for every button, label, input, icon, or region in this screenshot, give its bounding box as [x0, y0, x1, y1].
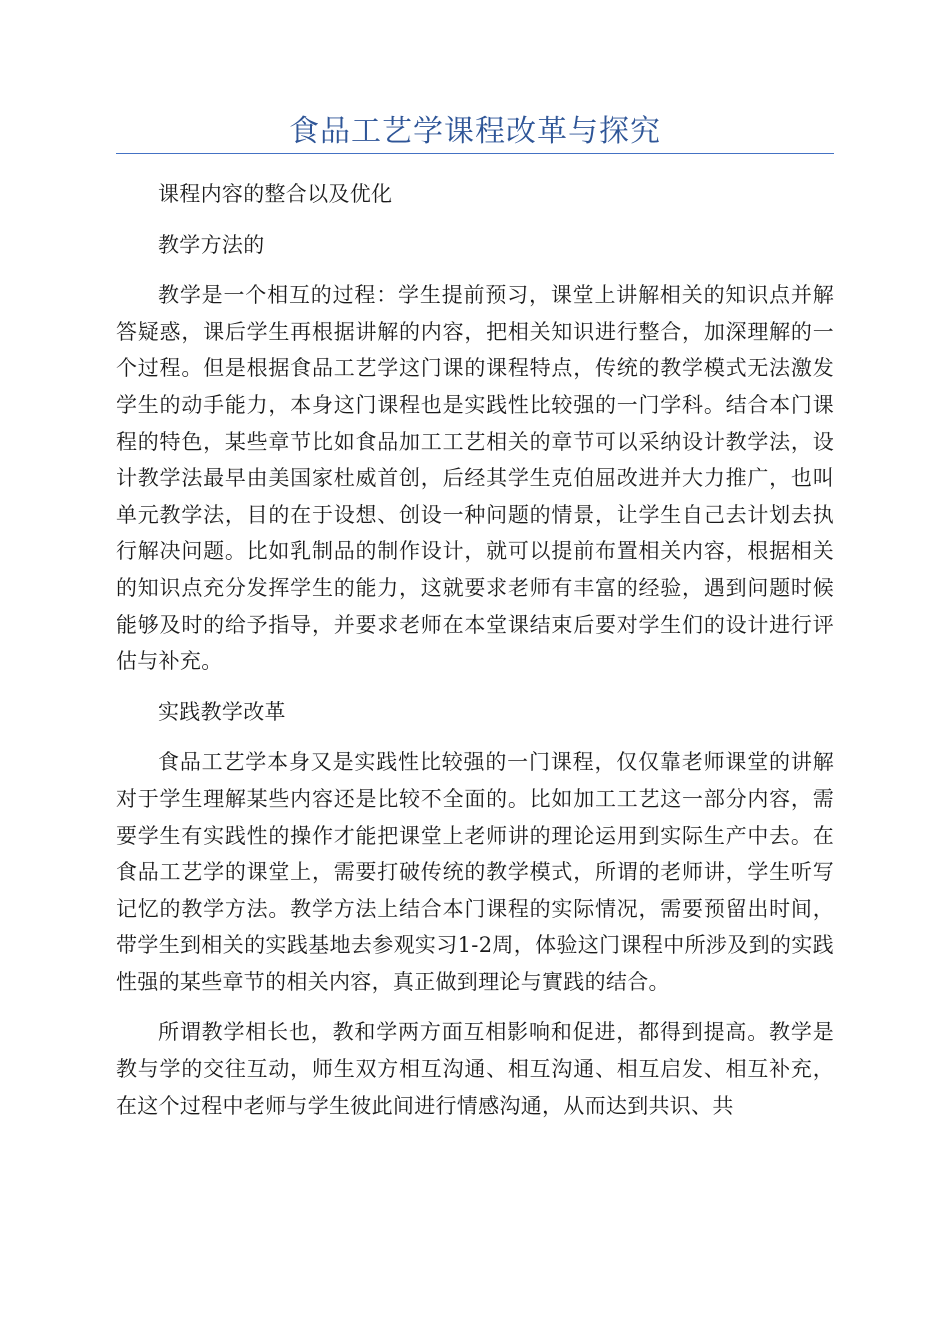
- section-heading-content-integration: 课程内容的整合以及优化: [158, 182, 393, 206]
- document-body: [116, 176, 834, 1138]
- section-heading-practice-reform: 实践教学改革: [158, 699, 286, 724]
- paragraph-teaching-process: 教学是一个相互的过程：学生提前预习，课堂上讲解相关的知识点并解答疑惑，课后学生再根据讲解的内容，把相关知识进行整合，加深理解的一个过程。但是根据食品工艺学这门课的课程特点，传统的教学模式无法激发学生的动手能力，本身这门课程也是实践性比较强的一门学科。结合本门课程的特色，某些章节比如食品加工工艺相关的章节可以采纳设计教学法，设计教学法最早由美国家杜威首创，后经其学生克伯屈改进并大力推广，也叫单元教学法，目的在于设想、创设一种问题的情景，让学生自己去计划去执行解决问题。比如乳制品的制作设计，就可以提前布置相关内容，根据相关的知识点充分发挥学生的能力，这就要求老师有丰富的经验，遇到问题时候能够及时的给予指导，并要求老师在本堂课结束后要对学生们的设计进行评估与补充。: [116, 283, 834, 674]
- document-title: 食品工艺学课程改革与探究: [289, 114, 661, 149]
- paragraph-teaching-mutual-growth: 所谓教学相长也，教和学两方面互相影响和促进，都得到提高。教学是教与学的交往互动，师生双方相互沟通、相互沟通、相互启发、相互补充，在这个过程中老师与学生彼此间进行情感沟通，从而达到共识、共: [116, 1020, 834, 1118]
- paragraph-practice-reform: 食品工艺学本身又是实践性比较强的一门课程，仅仅靠老师课堂的讲解对于学生理解某些内容还是比较不全面的。比如加工工艺这一部分内容，需要学生有实践性的操作才能把课堂上老师讲的理论运用到实际生产中去。在食品工艺学的课堂上，需要打破传统的教学模式，所谓的老师讲，学生听写记忆的教学方法。教学方法上结合本门课程的实际情况，需要预留出时间，带学生到相关的实践基地去参观实习1-2周，体验这门课程中所涉及到的实践性强的某些章节的相关内容，真正做到理论与實践的结合。: [116, 750, 834, 994]
- title-underline: [116, 153, 834, 154]
- section-heading-teaching-methods: 教学方法的: [158, 232, 265, 257]
